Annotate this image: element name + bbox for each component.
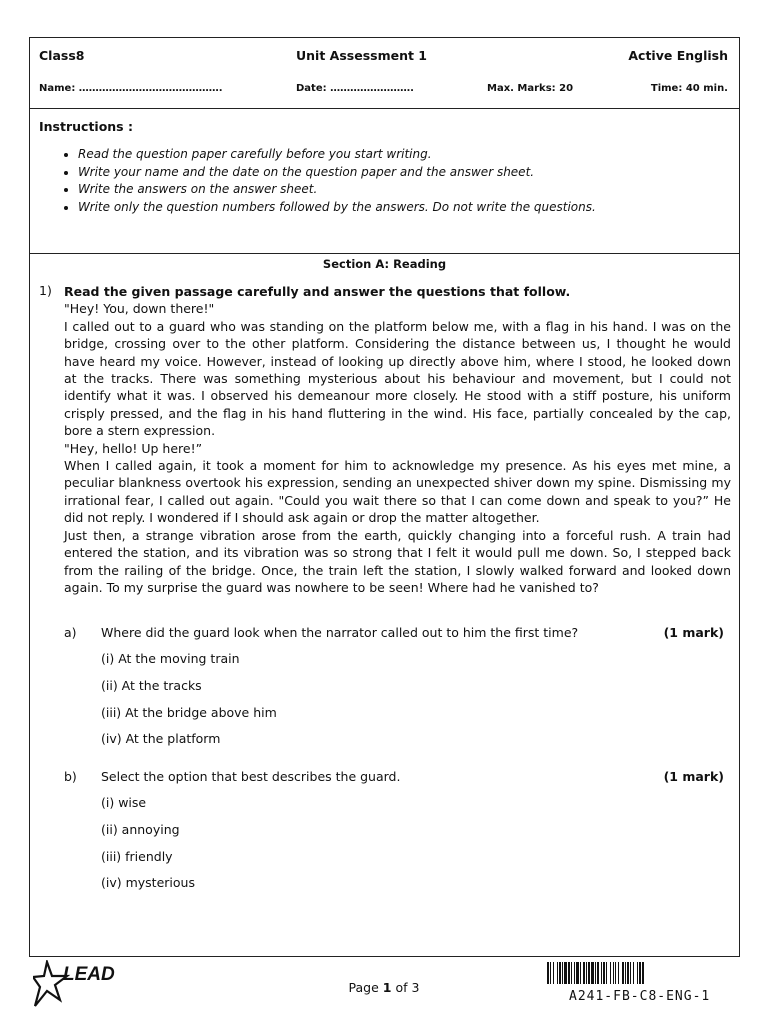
barcode-bar xyxy=(625,962,626,984)
option-a-1: (i) At the moving train xyxy=(101,651,240,666)
barcode-bar xyxy=(564,962,567,984)
option-b-2: (ii) annoying xyxy=(101,822,180,837)
barcode-bar xyxy=(595,962,596,984)
option-a-2: (ii) At the tracks xyxy=(101,678,202,693)
barcode-bar xyxy=(615,962,616,984)
date-field: Date: ……………………. xyxy=(296,83,414,94)
barcode-bar xyxy=(622,962,624,984)
reading-passage xyxy=(64,283,731,596)
barcode-bar xyxy=(568,962,570,984)
logo-text: LEAD xyxy=(63,964,115,985)
subquestion-b-label: b) xyxy=(64,769,77,784)
instructions-list xyxy=(60,146,596,216)
barcode-bar xyxy=(627,962,629,984)
subject-label: Active English xyxy=(628,48,728,63)
barcode-bar xyxy=(618,962,619,984)
option-b-3: (iii) friendly xyxy=(101,849,173,864)
barcode-bar xyxy=(583,962,585,984)
question-instruction: Read the given passage carefully and answer the questions that follow. xyxy=(64,284,571,299)
barcode-bar xyxy=(557,962,558,984)
barcode-bar xyxy=(639,962,641,984)
barcode-bar xyxy=(562,962,563,984)
time-allowed: Time: 40 min. xyxy=(650,83,728,94)
barcode-bar xyxy=(591,962,594,984)
class-label: Class8 xyxy=(39,48,85,63)
subquestion-a-marks: (1 mark) xyxy=(663,625,724,640)
instruction-item: • Write your name and the date on the question paper and the answer sheet. xyxy=(78,164,596,182)
question-paper xyxy=(29,37,740,957)
question-number: 1) xyxy=(39,283,52,298)
passage-paragraph: "Hey, hello! Up here!” xyxy=(64,440,203,456)
barcode-bar xyxy=(559,962,561,984)
barcode-bar xyxy=(586,962,587,984)
name-field: Name: ……………………………………. xyxy=(39,83,223,94)
passage-paragraph: I called out to a guard who was standing on the platform below me, with a flag in his hand. I was on the bridge, crossing over to the other platform. Considering the distance between us, I thought he would have heard my voice. However, instead of looking up directly above him, where I stood, he looked down at the tracks. There was something mysterious about his behaviour and movement, but I could not identify what it was. I observed his demeanour more closely. He stood with a stiff posture, his uniform crisply pressed, and the flag in his hand fluttering in the wind. His face, partially concealed by the cap, bore a stern expression. xyxy=(64,318,731,439)
option-a-3: (iii) At the bridge above him xyxy=(101,705,277,720)
barcode-bar xyxy=(610,962,611,984)
subquestion-a-text: Where did the guard look when the narrator called out to him the first time? xyxy=(101,625,579,640)
barcode-bar xyxy=(571,962,572,984)
barcode-bar xyxy=(613,962,614,984)
barcode-bar xyxy=(588,962,590,984)
barcode-bar xyxy=(547,962,549,984)
barcode-bar xyxy=(550,962,551,984)
paper-code: A241-FB-C8-ENG-1 xyxy=(569,989,711,1004)
paper-header xyxy=(30,38,739,109)
option-a-4: (iv) At the platform xyxy=(101,731,221,746)
barcode-bar xyxy=(642,962,644,984)
page-number: Page 1 of 3 xyxy=(348,980,420,995)
section-title: Section A: Reading xyxy=(322,257,447,271)
option-b-1: (i) wise xyxy=(101,795,147,810)
option-b-4: (iv) mysterious xyxy=(101,875,195,890)
barcode-bar xyxy=(574,962,575,984)
subquestion-b-text: Select the option that best describes the guard. xyxy=(101,769,401,784)
barcode xyxy=(547,962,733,984)
instruction-item: • Write only the question numbers followed by the answers. Do not write the questions. xyxy=(78,199,596,217)
barcode-bar xyxy=(580,962,581,984)
barcode-bar xyxy=(630,962,631,984)
barcode-bar xyxy=(576,962,579,984)
barcode-bar xyxy=(601,962,602,984)
barcode-bar xyxy=(603,962,605,984)
passage-paragraph: "Hey! You, down there!" xyxy=(64,301,215,317)
barcode-bar xyxy=(637,962,638,984)
instructions-box xyxy=(30,108,739,254)
barcode-bar xyxy=(606,962,607,984)
barcode-bar xyxy=(597,962,599,984)
instruction-item: • Read the question paper carefully before you start writing. xyxy=(78,146,596,164)
instruction-item: • Write the answers on the answer sheet. xyxy=(78,181,596,199)
barcode-bar xyxy=(633,962,634,984)
barcode-bar xyxy=(553,962,554,984)
instructions-title: Instructions : xyxy=(39,119,133,134)
subquestion-b-marks: (1 mark) xyxy=(663,769,724,784)
assessment-title: Unit Assessment 1 xyxy=(296,48,427,63)
subquestion-a-label: a) xyxy=(64,625,77,640)
max-marks: Max. Marks: 20 xyxy=(487,83,574,94)
passage-paragraph: When I called again, it took a moment for him to acknowledge my presence. As his eyes met mine, a peculiar blankness overtook his expression, sending an unexpected shiver down my spine. Dismissing my irrational fear, I called out again. "Could you wait there so that I can come down and speak to you?” He did not reply. I wondered if I should ask again or drop the matter altogether. xyxy=(64,458,731,526)
passage-paragraph: Just then, a strange vibration arose from the earth, quickly changing into a forceful rush. A train had entered the station, and its vibration was so strong that I felt it would pull me down. So, I stepped back from the railing of the bridge. Once, the train left the station, I slowly walked forward and looked down again. To my surprise the guard was nowhere to be seen! Where had he vanished to? xyxy=(64,527,731,595)
